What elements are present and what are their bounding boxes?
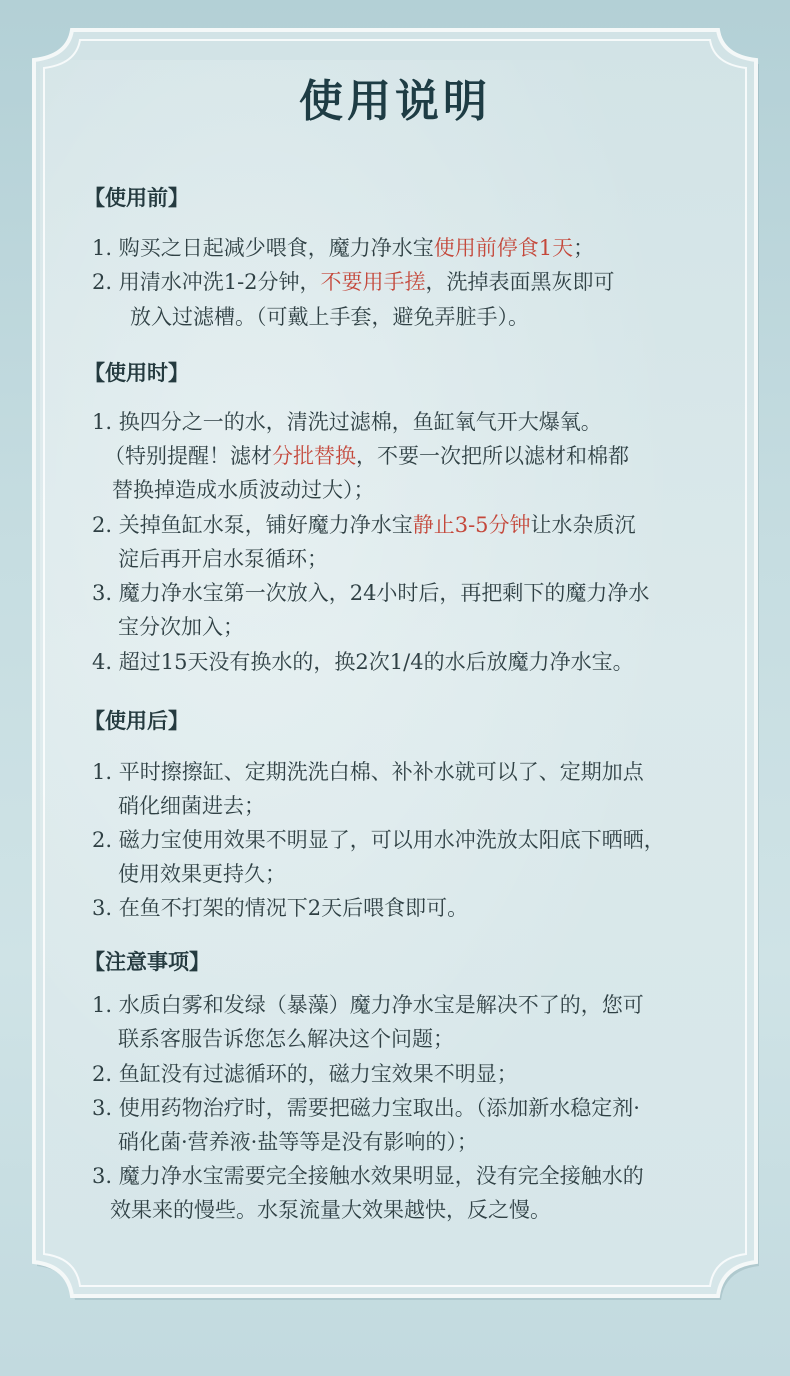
after-item-2-line-1: 2. 磁力宝使用效果不明显了，可以用水冲洗放太阳底下晒晒，: [92, 828, 665, 852]
after-item-3-line-1: 3. 在鱼不打架的情况下2天后喂食即可。: [92, 896, 469, 920]
before-item-2-highlight: 不要用手搓: [320, 270, 426, 294]
during-item-1-text-c: ，不要一次把所以滤材和棉都: [356, 444, 629, 468]
notes-item-4-line-1: 3. 魔力净水宝需要完全接触水效果明显，没有完全接触水的: [92, 1164, 644, 1188]
before-item-2-text-c: ，洗掉表面黑灰即可: [425, 270, 615, 294]
before-item-2-text-a: 2. 用清水冲洗1-2分钟，: [92, 270, 321, 294]
before-item-1-text-c: ；: [573, 236, 595, 260]
page-title: 使用说明: [299, 76, 491, 127]
notes-item-3-line-1: 3. 使用药物治疗时，需要把磁力宝取出。（添加新水稳定剂·: [92, 1096, 640, 1120]
during-item-2-highlight: 静止3-5分钟: [412, 513, 531, 537]
during-item-2-line-2: 淀后再开启水泵循环；: [118, 547, 328, 571]
notes-item-2-line-1: 2. 鱼缸没有过滤循环的，磁力宝效果不明显；: [92, 1062, 518, 1086]
after-item-1-line-2: 硝化细菌进去；: [118, 794, 265, 818]
section-heading-during: 【使用时】: [84, 360, 189, 385]
section-heading-after: 【使用后】: [84, 708, 189, 733]
before-item-2: [92, 266, 615, 298]
before-item-1-text-a: 1. 购买之日起减少喂食，魔力净水宝: [92, 236, 434, 260]
before-item-2-continuation: 放入过滤槽。（可戴上手套，避免弄脏手）。: [130, 305, 529, 329]
after-item-2-line-2: 使用效果更持久；: [118, 862, 286, 886]
after-item-1-line-1: 1. 平时擦擦缸、定期洗洗白棉、补补水就可以了、定期加点: [92, 760, 644, 784]
during-item-1-line-2: [104, 440, 629, 472]
notes-item-1-line-1: 1. 水质白雾和发绿（暴藻）魔力净水宝是解决不了的，您可: [92, 993, 644, 1017]
notes-item-4-line-2: 效果来的慢些。水泵流量大效果越快，反之慢。: [110, 1198, 551, 1222]
section-heading-before: 【使用前】: [84, 185, 189, 210]
before-item-1: [92, 232, 594, 264]
notes-item-1-line-2: 联系客服告诉您怎么解决这个问题；: [118, 1027, 454, 1051]
during-item-3-line-1: 3. 魔力净水宝第一次放入，24小时后，再把剩下的魔力净水: [92, 581, 650, 605]
during-item-4-line-1: 4. 超过15天没有换水的，换2次1/4的水后放魔力净水宝。: [92, 650, 634, 674]
during-item-2-text-a: 2. 关掉鱼缸水泵，铺好魔力净水宝: [92, 513, 413, 537]
before-item-1-highlight: 使用前停食1天: [433, 236, 574, 260]
during-item-2-text-c: 让水杂质沉: [530, 513, 636, 537]
during-item-2-line-1: [92, 509, 636, 541]
during-item-1-line-3: 替换掉造成水质波动过大）；: [112, 478, 375, 502]
during-item-1-line-1: 1. 换四分之一的水，清洗过滤棉，鱼缸氧气开大爆氧。: [92, 410, 602, 434]
notes-item-3-line-2: 硝化菌·营养液·盐等等是没有影响的）；: [118, 1130, 478, 1154]
section-heading-notes: 【注意事项】: [84, 949, 210, 974]
during-item-1-text-a: （特别提醒！滤材: [104, 444, 272, 468]
during-item-3-line-2: 宝分次加入；: [118, 615, 244, 639]
during-item-1-highlight: 分批替换: [272, 444, 356, 468]
